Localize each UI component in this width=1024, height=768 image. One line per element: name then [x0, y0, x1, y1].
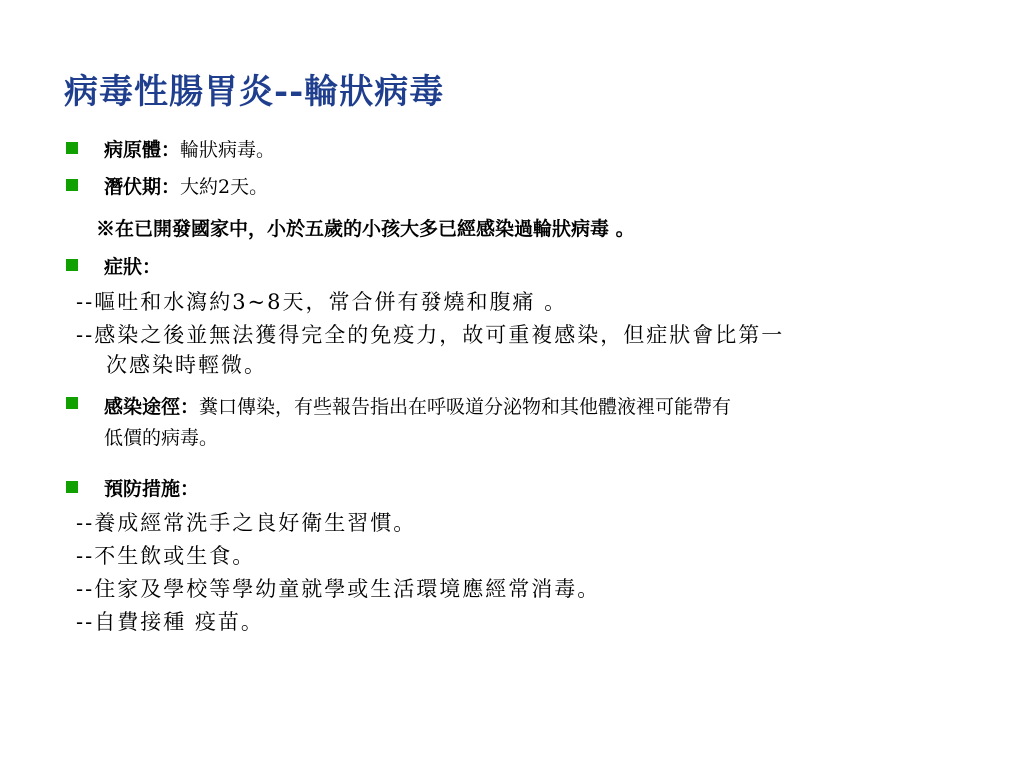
- prevention-item: --不生飲或生食。: [76, 544, 256, 568]
- transmission-route-value-line-2: 低價的病毒。: [104, 427, 219, 450]
- prevention-item: --住家及學校等學幼童就學或生活環境應經常消毒。: [76, 577, 601, 601]
- symptom-line-2-part-1: --感染之後並無法獲得完全的免疫力，故可重複感染，但症狀會比第一: [76, 323, 785, 347]
- symptom-line-2: [76, 320, 784, 381]
- square-bullet-icon: [66, 259, 78, 271]
- bullet-incubation: [66, 174, 268, 202]
- incubation-label: 潛伏期：: [104, 176, 181, 198]
- transmission-route-text: [104, 392, 731, 455]
- symptom-line-2-part-2: 次感染時輕微。: [106, 353, 267, 378]
- incubation-text: [104, 174, 268, 202]
- square-bullet-icon: [66, 179, 78, 191]
- symptom-line-1: --嘔吐和水瀉約3~8天，常合併有發燒和腹痛 。: [76, 290, 568, 314]
- bullet-prevention: [66, 476, 199, 504]
- square-bullet-icon: [66, 397, 78, 409]
- pathogen-label: 病原體：: [104, 139, 181, 161]
- developed-countries-note: ※在已開發國家中，小於五歲的小孩大多已經感染過輪狀病毒 。: [96, 218, 635, 240]
- bullet-pathogen: [66, 137, 275, 165]
- square-bullet-icon: [66, 481, 78, 493]
- prevention-label: 預防措施：: [104, 478, 200, 500]
- slide-title: 病毒性腸胃炎--輪狀病毒: [64, 72, 445, 112]
- incubation-value: 大約2天。: [180, 176, 269, 198]
- symptoms-label: 症狀：: [104, 256, 162, 278]
- pathogen-text: [104, 137, 275, 165]
- bullet-symptoms: [66, 254, 161, 282]
- prevention-item: --養成經常洗手之良好衛生習慣。: [76, 511, 417, 535]
- prevention-item: --自費接種 疫苗。: [76, 610, 264, 634]
- transmission-route-label: 感染途徑：: [104, 396, 200, 418]
- transmission-route-value-line-1: 糞口傳染，有些報告指出在呼吸道分泌物和其他體液裡可能帶有: [199, 396, 732, 418]
- square-bullet-icon: [66, 142, 78, 154]
- pathogen-value: 輪狀病毒。: [180, 139, 276, 161]
- bullet-transmission-route: [66, 392, 731, 455]
